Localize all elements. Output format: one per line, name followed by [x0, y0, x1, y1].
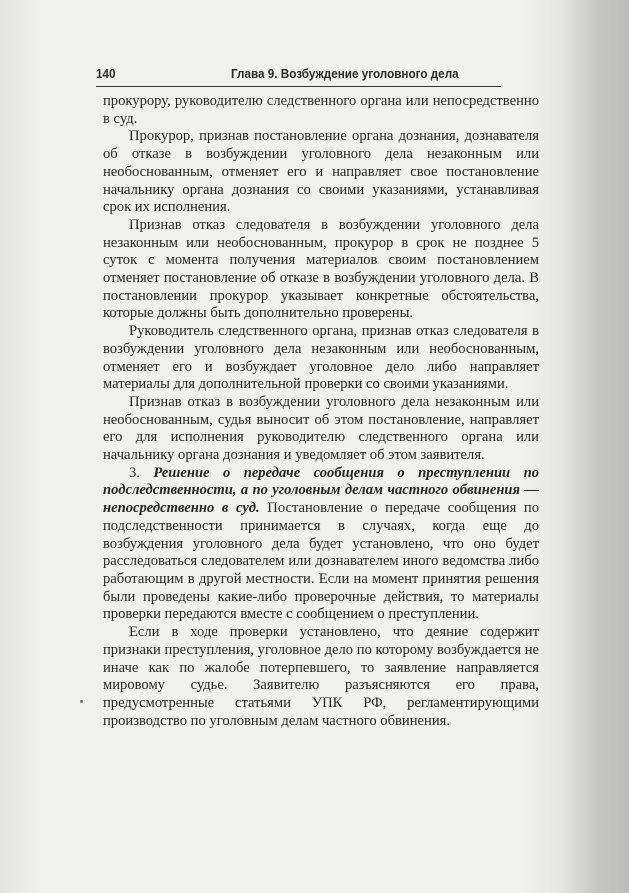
paragraph-text: Руководитель следственного органа, признав отказ следователя в возбуждении уголовного дела незаконным или необоснованным, отменяет его и возбуждает уголовное дело либо направляет материалы для дополнительной проверки со своими указаниями. [103, 323, 539, 393]
paragraph-text: Признав отказ следователя в возбуждении уголовного дела незаконным или необоснованным, прокурор в срок не позднее 5 суток с момента получения материалов своим постановлением отменяет постановление об отказе в возбуждении уголовного дела. В постановлении прокурор указывает конкретные обстоятельства, которые должны быть дополнительно проверены. [103, 216, 539, 322]
paragraph-head-of-investigation [103, 323, 539, 394]
emphasized-heading: Решение о передаче сообщения о преступлении по подследственности, а по уголовным делам частного обвинения — непосредственно в суд. [103, 464, 540, 517]
paragraph-text: прокурору, руководителю следственного органа или непосредственно в суд. [103, 93, 539, 127]
paragraph-prosecutor-investigator [103, 217, 539, 323]
paragraph-transfer-decision [103, 465, 539, 624]
running-header [96, 64, 501, 87]
paragraph-judge [103, 394, 539, 465]
paragraph-text: Если в ходе проверки установлено, что деяние содержит признаки преступления, уголовное дело по которому возбуждается не иначе как по жалобе потерпевшего, то заявление направляется мировому судье. Заявителю разъясняются его права, предусмотренные статьями УПК РФ, регламентирующими производство по уголовным делам частного обвинения. [103, 624, 539, 729]
print-speck [80, 700, 83, 703]
paragraph-text: Признав отказ в возбуждении уголовного дела незаконным или необоснованным, судья выносит об этом постановление, направляет его для исполнения руководителю следственного органа или начальнику органа дознания и уведомляет об этом заявителя. [103, 393, 539, 464]
paragraph-continuation [103, 93, 539, 128]
paragraph-private-prosecution [103, 624, 539, 730]
item-number: 3. [129, 464, 154, 481]
chapter-title: Глава 9. Возбуждение уголовного дела [231, 66, 459, 81]
paragraph-text: Постановление о передаче сообщения по подследственности принимается в случаях, когда еще до возбуждения уголовного дела будет установлено, что оно будет расследоваться следователем или дознавателем иного ведомства либо работающим в другой местности. Если на момент принятия решения были проведены какие-либо проверочные действия, то материалы проверки передаются вместе с сообщением о преступлении. [103, 500, 539, 623]
page-number: 140 [96, 66, 116, 81]
body-text [103, 93, 539, 730]
paragraph-prosecutor-inquiry [103, 128, 539, 217]
paragraph-text: Прокурор, признав постановление органа дознания, дознавателя об отказе в возбуждении уголовного дела незаконным или необоснованным, отменяет его и направляет свое постановление начальнику органа дознания со своими указаниями, устанавливая срок их исполнения. [103, 128, 539, 216]
